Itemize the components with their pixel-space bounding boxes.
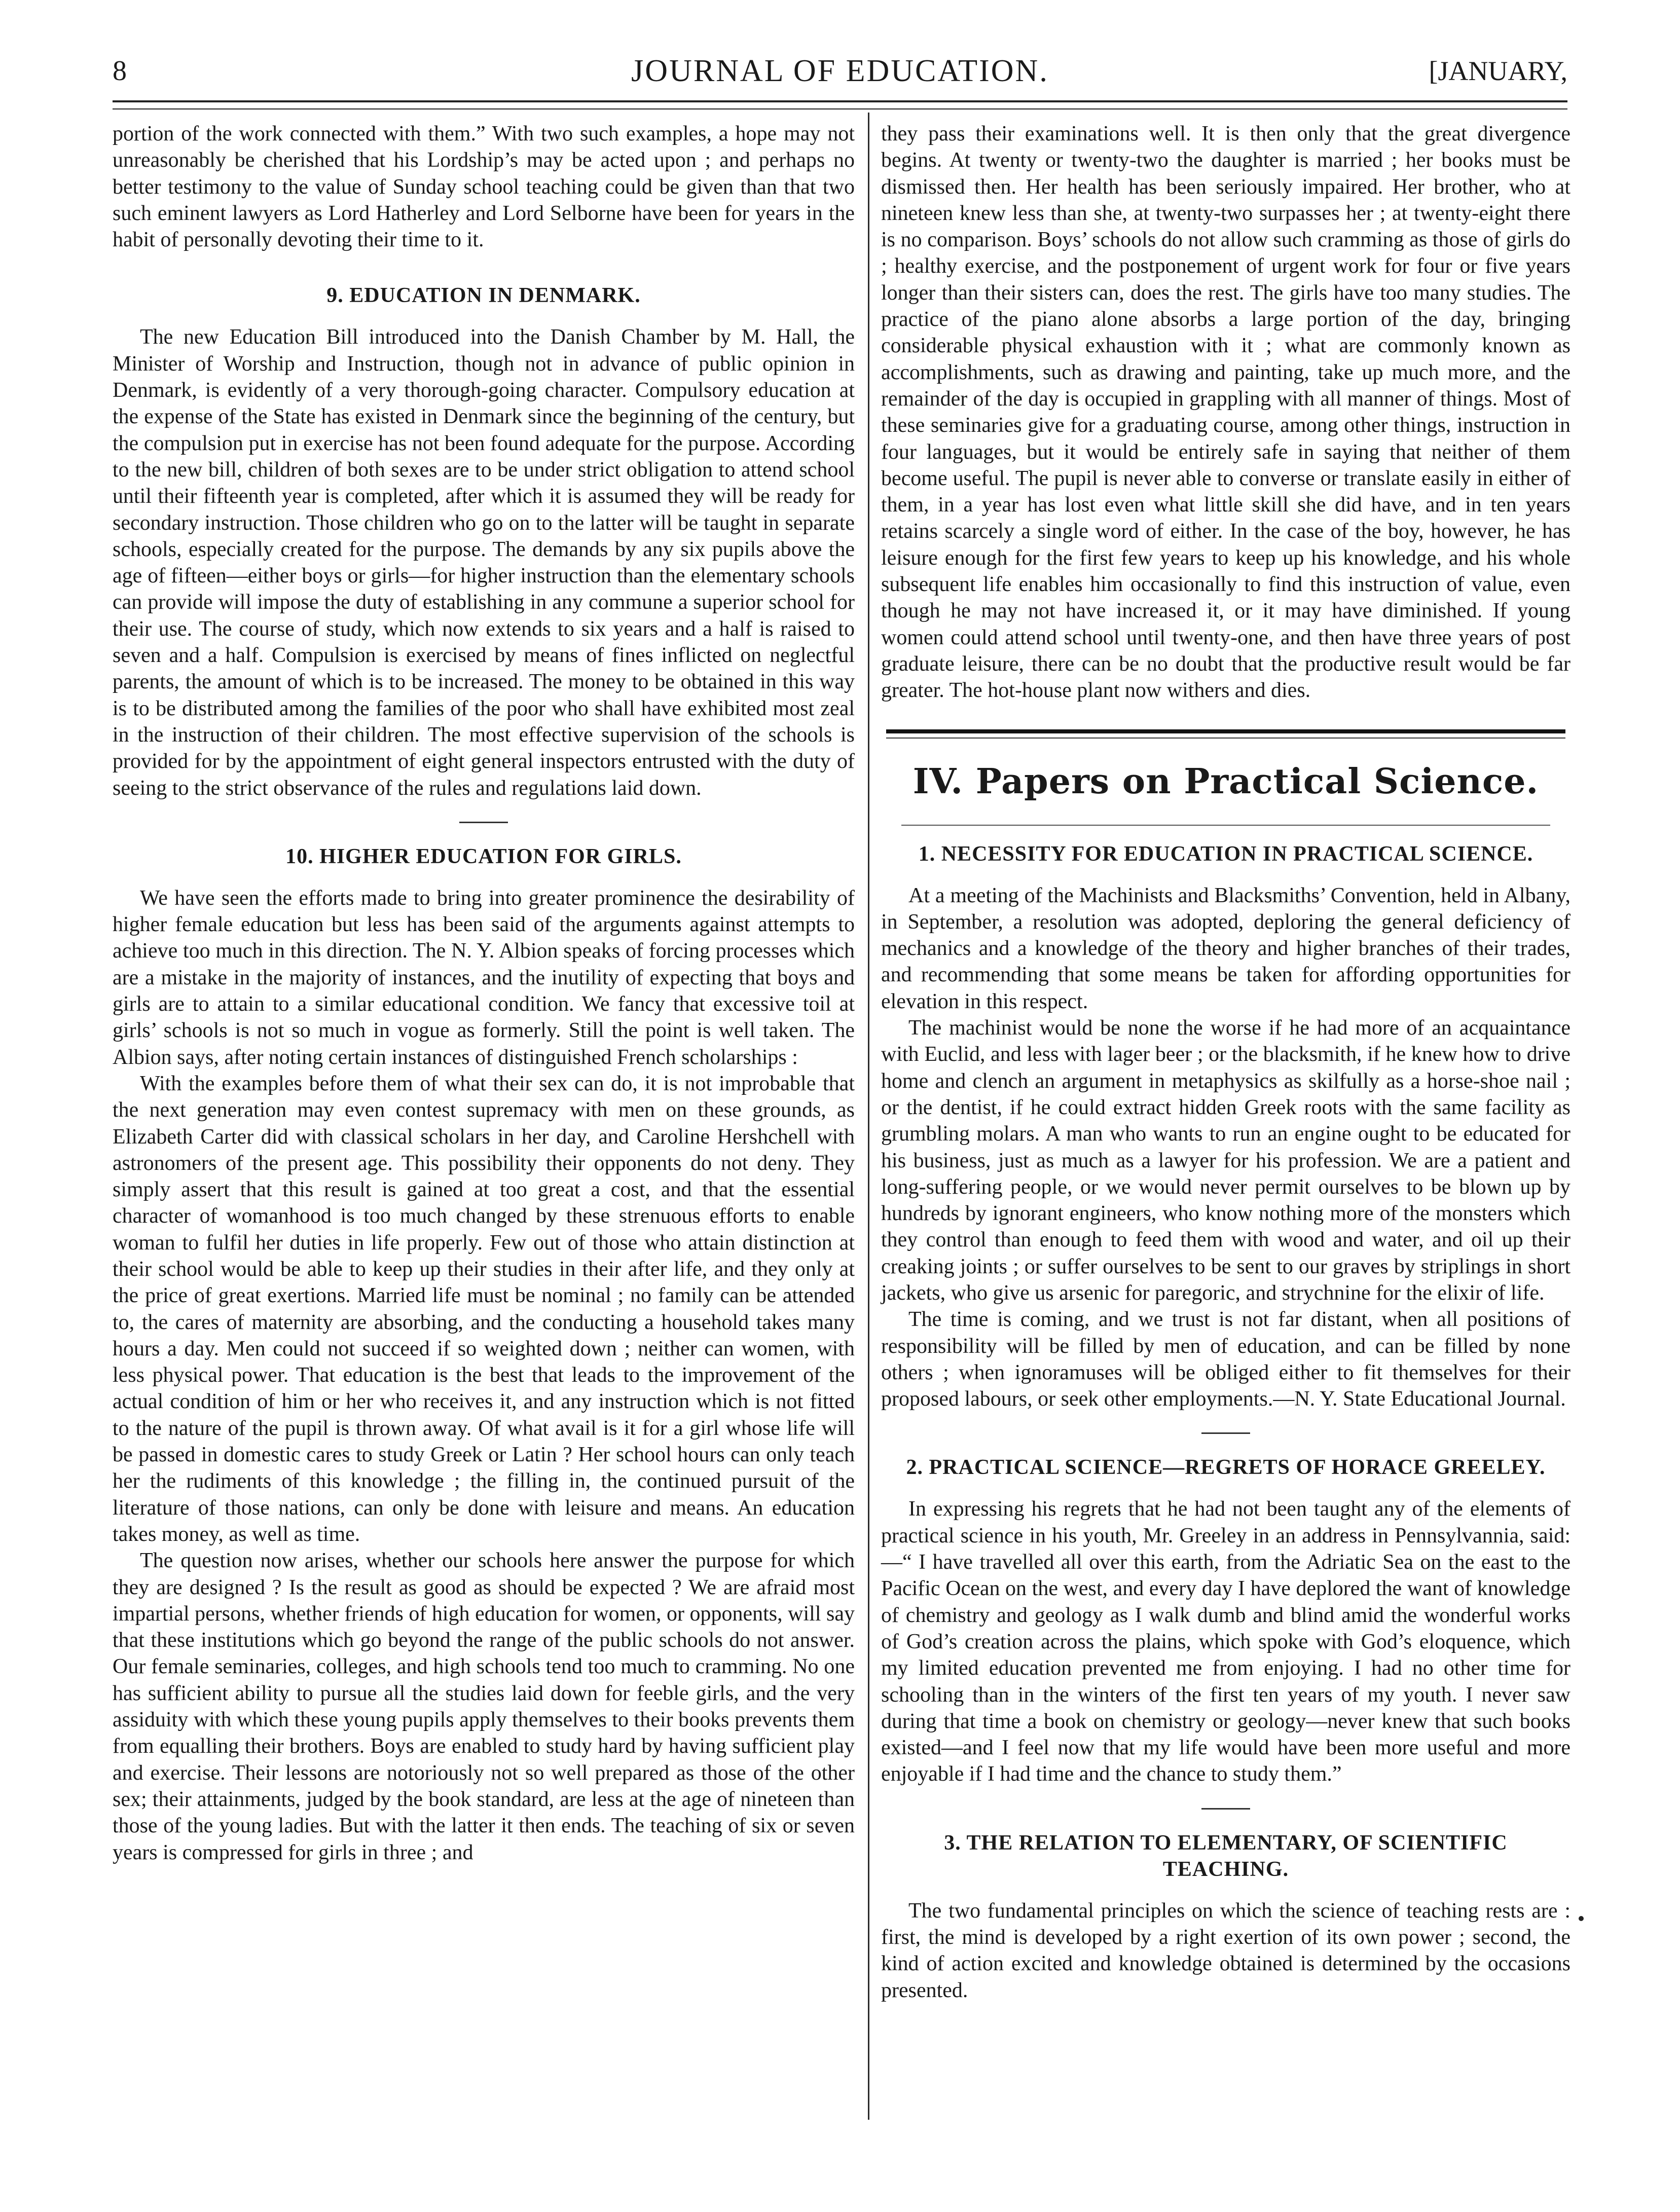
column-divider <box>868 113 869 2120</box>
part-heading-band <box>881 729 1571 826</box>
part-rule-thick <box>886 729 1565 733</box>
header-rule <box>113 100 1567 109</box>
paragraph-necessity-3: The time is coming, and we trust is not far distant, when all positions of responsibility will be filled by men of education, and can be filled by none others ; when ignoramuses will be obliged either to fit themselves for their proposed labours, or seek other employments.—N. Y. State Educational Journal. <box>881 1308 1571 1411</box>
paragraph-necessity-2: The machinist would be none the worse if he had more of an acquaintance with Euclid, and less with lager beer ; or the blacksmith, if he knew how to drive home and clench an argument in metaphysics as skilfully as a horse-shoe nail ; or the dentist, if he could extract hidden Greek roots with the same facility as grumbling molars. A man who wants to run an engine ought to be educated for his business, just as much as a lawyer for his profession. We are a patient and long-suffering people, or we would never permit ourselves to be blown up by hundreds by ignorant engineers, who know nothing more of the monsters which they control than enough to feed them with wood and water, and oil up their creaking joints ; or suffer ourselves to be sent to our graves by striplings in short jackets, who give us arsenic for paregoric, and strychnine for the elixir of life. <box>881 1016 1571 1305</box>
part-rule-lower <box>901 825 1550 826</box>
paragraph-scientific-teaching: The two fundamental principles on which the science of teaching rests are : first, the mind is developed by a right exertion of its own power ; second, the kind of action excited and knowledge obtained is determined by the occasions presented. <box>881 1899 1571 2002</box>
part-heading: IV. Papers on Practical Science. <box>912 761 1539 802</box>
journal-title: JOURNAL OF EDUCATION. <box>631 54 1049 88</box>
section-title-scientific-teaching: 3. THE RELATION TO ELEMENTARY, OF SCIENTIFIC TEACHING. <box>944 1831 1508 1881</box>
margin-dot <box>1579 1916 1584 1921</box>
left-column <box>113 121 855 1866</box>
section-title-horace-greeley: 2. PRACTICAL SCIENCE—REGRETS OF HORACE GREELEY. <box>906 1456 1546 1480</box>
page-number: 8 <box>113 55 127 87</box>
paragraph-girls-2: With the examples before them of what their sex can do, it is not improbable that the next generation may even contest supremacy with men on these grounds, as Elizabeth Carter did with classical scholars in her day, and Caroline Hershchell with astronomers of the present age. This possibility their opponents do not deny. They simply assert that this result is gained at too great a cost, and that the essential character of womanhood is too much changed by these strenuous efforts to enable woman to fulfil her duties in life properly. Few out of those who attain distinction at their school would be able to keep up their studies in their after life, and they only at the price of great exertions. Married life must be nominal ; no family can be attended to, the cares of maternity are absorbing, and the conducting a household takes many hours a day. Men could not succeed if so weighted down ; neither can women, with less physical power. That education is the best that leads to the improvement of the actual condition of him or her who receives it, and any instruction which is not fitted to the nature of the pupil is thrown away. Of what avail is it for a girl whose life will be passed in domestic cares to study Greek or Latin ? Her school hours can only teach her the rudiments of this knowledge ; the filling in, the continued pursuit of the literature of those nations, can only be done with leisure and means. An education takes money, as well as time. <box>113 1072 855 1546</box>
part-rule-thin <box>886 738 1565 739</box>
paragraph-denmark: The new Education Bill introduced into the Danish Chamber by M. Hall, the Minister of Worship and Instruction, though not in advance of public opinion in Denmark, is evidently of a very thorough-going character. Compulsory education at the expense of the State has existed in Denmark since the beginning of the century, but the compulsion put in exercise has not been found adequate for the purpose. According to the new bill, children of both sexes are to be under strict obligation to attend school until their fifteenth year is completed, after which it is assumed they will be ready for secondary instruction. Those children who go on to the latter will be taught in separate schools, especially created for the purpose. The demands by any six pupils above the age of fifteen—either boys or girls—for higher instruction than the elementary schools can provide will impose the duty of establishing in any commune a superior school for their use. The course of study, which now extends to six years and a half is raised to seven and a half. Compulsion is exercised by means of fines inflicted on neglectful parents, the amount of which is to be increased. The money to be obtained in this way is to be distributed among the families of the poor who shall have exhibited most zeal in the instruction of their children. The most effective supervision of the schools is provided for by the appointment of eight general inspectors entrusted with the duty of seeing to the strict observance of the rules and regulations laid down. <box>113 325 855 800</box>
section-title-higher-education-girls: 10. HIGHER EDUCATION FOR GIRLS. <box>285 844 682 868</box>
paragraph-girls-3: The question now arises, whether our schools here answer the purpose for which they are designed ? Is the result as good as should be expected ? We are afraid most impartial persons, whether friends of high education for women, or opponents, will say that these institutions which go beyond the range of the public schools do not answer. Our female seminaries, colleges, and high schools tend too much to cramming. No one has sufficient ability to pursue all the studies laid down for feeble girls, and the very assiduity with which these young pupils apply themselves to their books prevents them from equalling their brothers. Boys are enabled to study hard by having sufficient play and exercise. Their lessons are notoriously not so well prepared as those of the other sex; their attainments, judged by the book standard, are less at the age of nineteen than those of the young ladies. But with the latter it then ends. The teaching of six or seven years is compressed for girls in three ; and <box>113 1549 855 1864</box>
paragraph-necessity-1: At a meeting of the Machinists and Blacksmiths’ Convention, held in Albany, in September, a resolution was adopted, deploring the general deficiency of mechanics and a knowledge of the theory and higher branches of their trades, and recommending that some means be taken for affording opportunities for elevation in this respect. <box>881 883 1571 1013</box>
intro-paragraph: portion of the work connected with them.” With two such examples, a hope may not unreasonably be cherished that his Lordship’s may be acted upon ; and perhaps no better testimony to the value of Sunday school teaching could be given than that two such eminent lawyers as Lord Hatherley and Lord Selborne have been for years in the habit of personally devoting their time to it. <box>113 122 855 252</box>
right-column <box>881 121 1571 2004</box>
section-title-necessity-practical-science: 1. NECESSITY FOR EDUCATION IN PRACTICAL SCIENCE. <box>918 842 1533 866</box>
paragraph-girls-1: We have seen the efforts made to bring into greater prominence the desirability of higher female education but less has been said of the arguments against attempts to achieve too much in this direction. The N. Y. Albion speaks of forcing processes which are a mistake in the majority of instances, and the inutility of expecting that boys and girls are to attain to a similar educational condition. We fancy that excessive toil at girls’ schools is not so much in vogue as formerly. Still the point is well taken. The Albion says, after noting certain instances of distinguished French scholarships : <box>113 886 855 1069</box>
paragraph-greeley: In expressing his regrets that he had not been taught any of the elements of practical science in his youth, Mr. Greeley in an address in Pennsylvannia, said:—“ I have travelled all over this earth, from the Adriatic Sea on the east to the Pacific Ocean on the west, and every day I have deplored the want of knowledge of chemistry and geology as I walk dumb and blind amid the wonderful works of God’s creation across the plains, which spoke with God’s eloquence, which my limited education prevented me from enjoying. I had no other time for schooling than in the winters of the first ten years of my youth. I never saw during that time a book on chemistry or geology—never knew that such books existed—and I feel now that my life would have been more useful and more enjoyable if I had time and the chance to study them.” <box>881 1497 1571 1786</box>
continuation-paragraph: they pass their examinations well. It is then only that the great divergence begins. At twenty or twenty-two the daughter is married ; her books must be dismissed then. Her health has been seriously impaired. Her brother, who at nineteen knew less than she, at twenty-two surpasses her ; at twenty-eight there is no comparison. Boys’ schools do not allow such cramming as those of girls do ; healthy exercise, and the postponement of urgent work for four or five years longer than their sisters can, does the rest. The girls have too many studies. The practice of the piano alone absorbs a large portion of the day, bringing considerable physical exhaustion with it ; what are commonly known as accomplishments, such as drawing and painting, take up much more, and the remainder of the day is occupied in grappling with all manner of things. Most of these seminaries give for a graduating course, among other things, instruction in four languages, but it would be entirely safe in saying that neither of them become useful. The pupil is never able to converse or translate easily in either of them, in a year has lost even what little skill she did have, and in ten years retains scarcely a single word of either. In the case of the boy, however, he has leisure enough for the first few years to keep up his knowledge, and his whole subsequent life enables him occasionally to find this instruction of value, even though he may not have increased it, or it may have diminished. If young women could attend school until twenty-one, and then have three years of post graduate leisure, there can be no doubt that the productive result would be far greater. The hot-house plant now withers and dies. <box>881 122 1571 703</box>
section-title-education-denmark: 9. EDUCATION IN DENMARK. <box>326 284 641 308</box>
issue-month: [JANUARY, <box>1429 56 1567 86</box>
